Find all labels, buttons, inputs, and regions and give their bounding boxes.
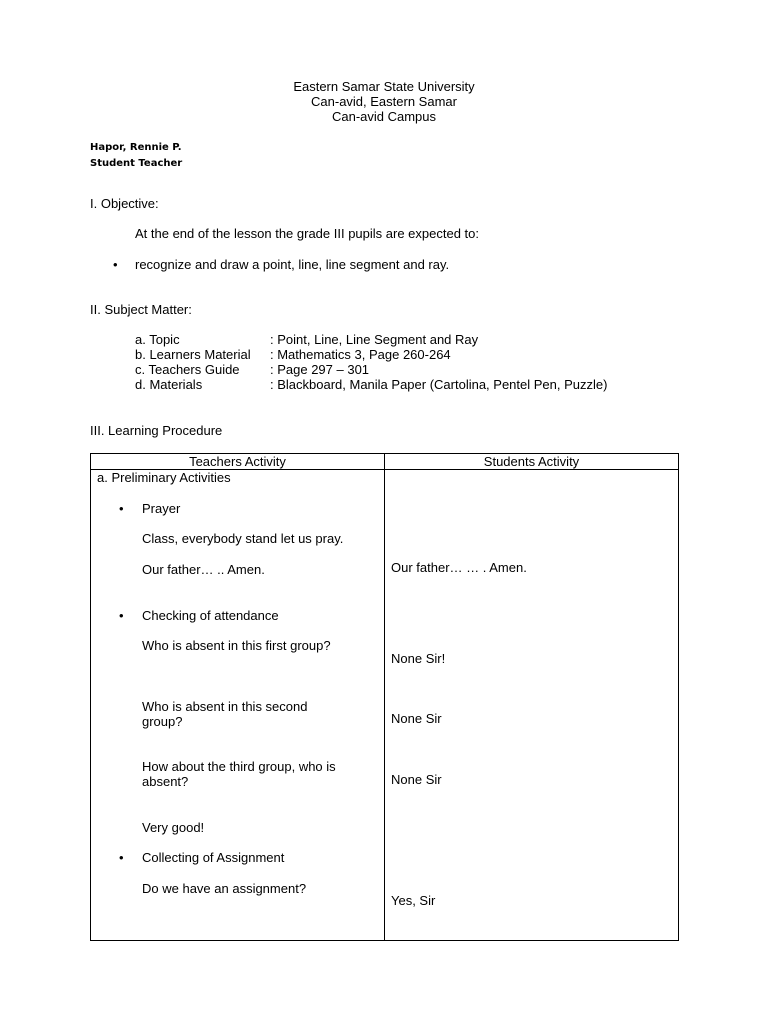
subject-matter-label: d. Materials	[135, 377, 203, 392]
subject-matter-row	[135, 362, 369, 377]
author-role: Student Teacher	[90, 158, 183, 169]
procedure-heading: III. Learning Procedure	[90, 423, 223, 438]
attendance-question-2-line-1: Who is absent in this second	[142, 699, 308, 714]
bullet-icon: •	[119, 850, 124, 865]
column-header-students: Students Activity	[385, 454, 679, 470]
bullet-icon: •	[119, 501, 124, 516]
prayer-bullet: Prayer	[142, 501, 181, 516]
very-good-line: Very good!	[142, 820, 205, 835]
assignment-bullet: Collecting of Assignment	[142, 850, 285, 865]
subject-matter-row	[135, 377, 607, 392]
student-answer-group-3: None Sir	[391, 772, 442, 787]
table-row	[91, 470, 679, 941]
subject-matter-row	[135, 332, 478, 347]
prayer-line-2: Our father… .. Amen.	[142, 562, 265, 577]
student-answer-group-2: None Sir	[391, 711, 442, 726]
subject-matter-value: : Blackboard, Manila Paper (Cartolina, Pentel Pen, Puzzle)	[270, 377, 608, 392]
subject-matter-label: a. Topic	[135, 332, 180, 347]
column-header-teachers: Teachers Activity	[91, 454, 385, 470]
subject-matter-row	[135, 347, 451, 362]
prayer-line-1: Class, everybody stand let us pray.	[142, 531, 344, 546]
procedure-table	[90, 453, 679, 941]
section-title: a. Preliminary Activities	[97, 470, 231, 485]
bullet-icon: •	[119, 608, 124, 623]
subject-matter-heading: II. Subject Matter:	[90, 302, 192, 317]
attendance-bullet: Checking of attendance	[142, 608, 279, 623]
attendance-question-3-line-2: absent?	[142, 774, 189, 789]
objective-intro: At the end of the lesson the grade III pupils are expected to:	[135, 226, 480, 241]
university-name: Eastern Samar State University	[293, 79, 475, 94]
students-activity-cell	[385, 470, 679, 941]
student-answer-prayer: Our father… … . Amen.	[391, 560, 527, 575]
subject-matter-label: b. Learners Material	[135, 347, 251, 362]
objective-bullet: recognize and draw a point, line, line segment and ray.	[135, 257, 450, 272]
attendance-question-3-line-1: How about the third group, who is	[142, 759, 336, 774]
subject-matter-value: : Point, Line, Line Segment and Ray	[270, 332, 479, 347]
table-header-row	[91, 454, 679, 470]
campus-name: Can-avid Campus	[331, 109, 437, 124]
objective-heading: I. Objective:	[90, 196, 159, 211]
attendance-question-2-line-2: group?	[142, 714, 183, 729]
attendance-question-1: Who is absent in this first group?	[142, 638, 331, 653]
subject-matter-value: : Page 297 – 301	[270, 362, 370, 377]
teachers-activity-cell	[91, 470, 385, 941]
student-answer-assignment: Yes, Sir	[391, 893, 436, 908]
assignment-question: Do we have an assignment?	[142, 881, 307, 896]
bullet-icon: •	[113, 257, 118, 272]
subject-matter-label: c. Teachers Guide	[135, 362, 240, 377]
author-name: Hapor, Rennie P.	[90, 142, 182, 153]
subject-matter-value: : Mathematics 3, Page 260-264	[270, 347, 451, 362]
student-answer-group-1: None Sir!	[391, 651, 446, 666]
university-location: Can-avid, Eastern Samar	[311, 94, 457, 109]
